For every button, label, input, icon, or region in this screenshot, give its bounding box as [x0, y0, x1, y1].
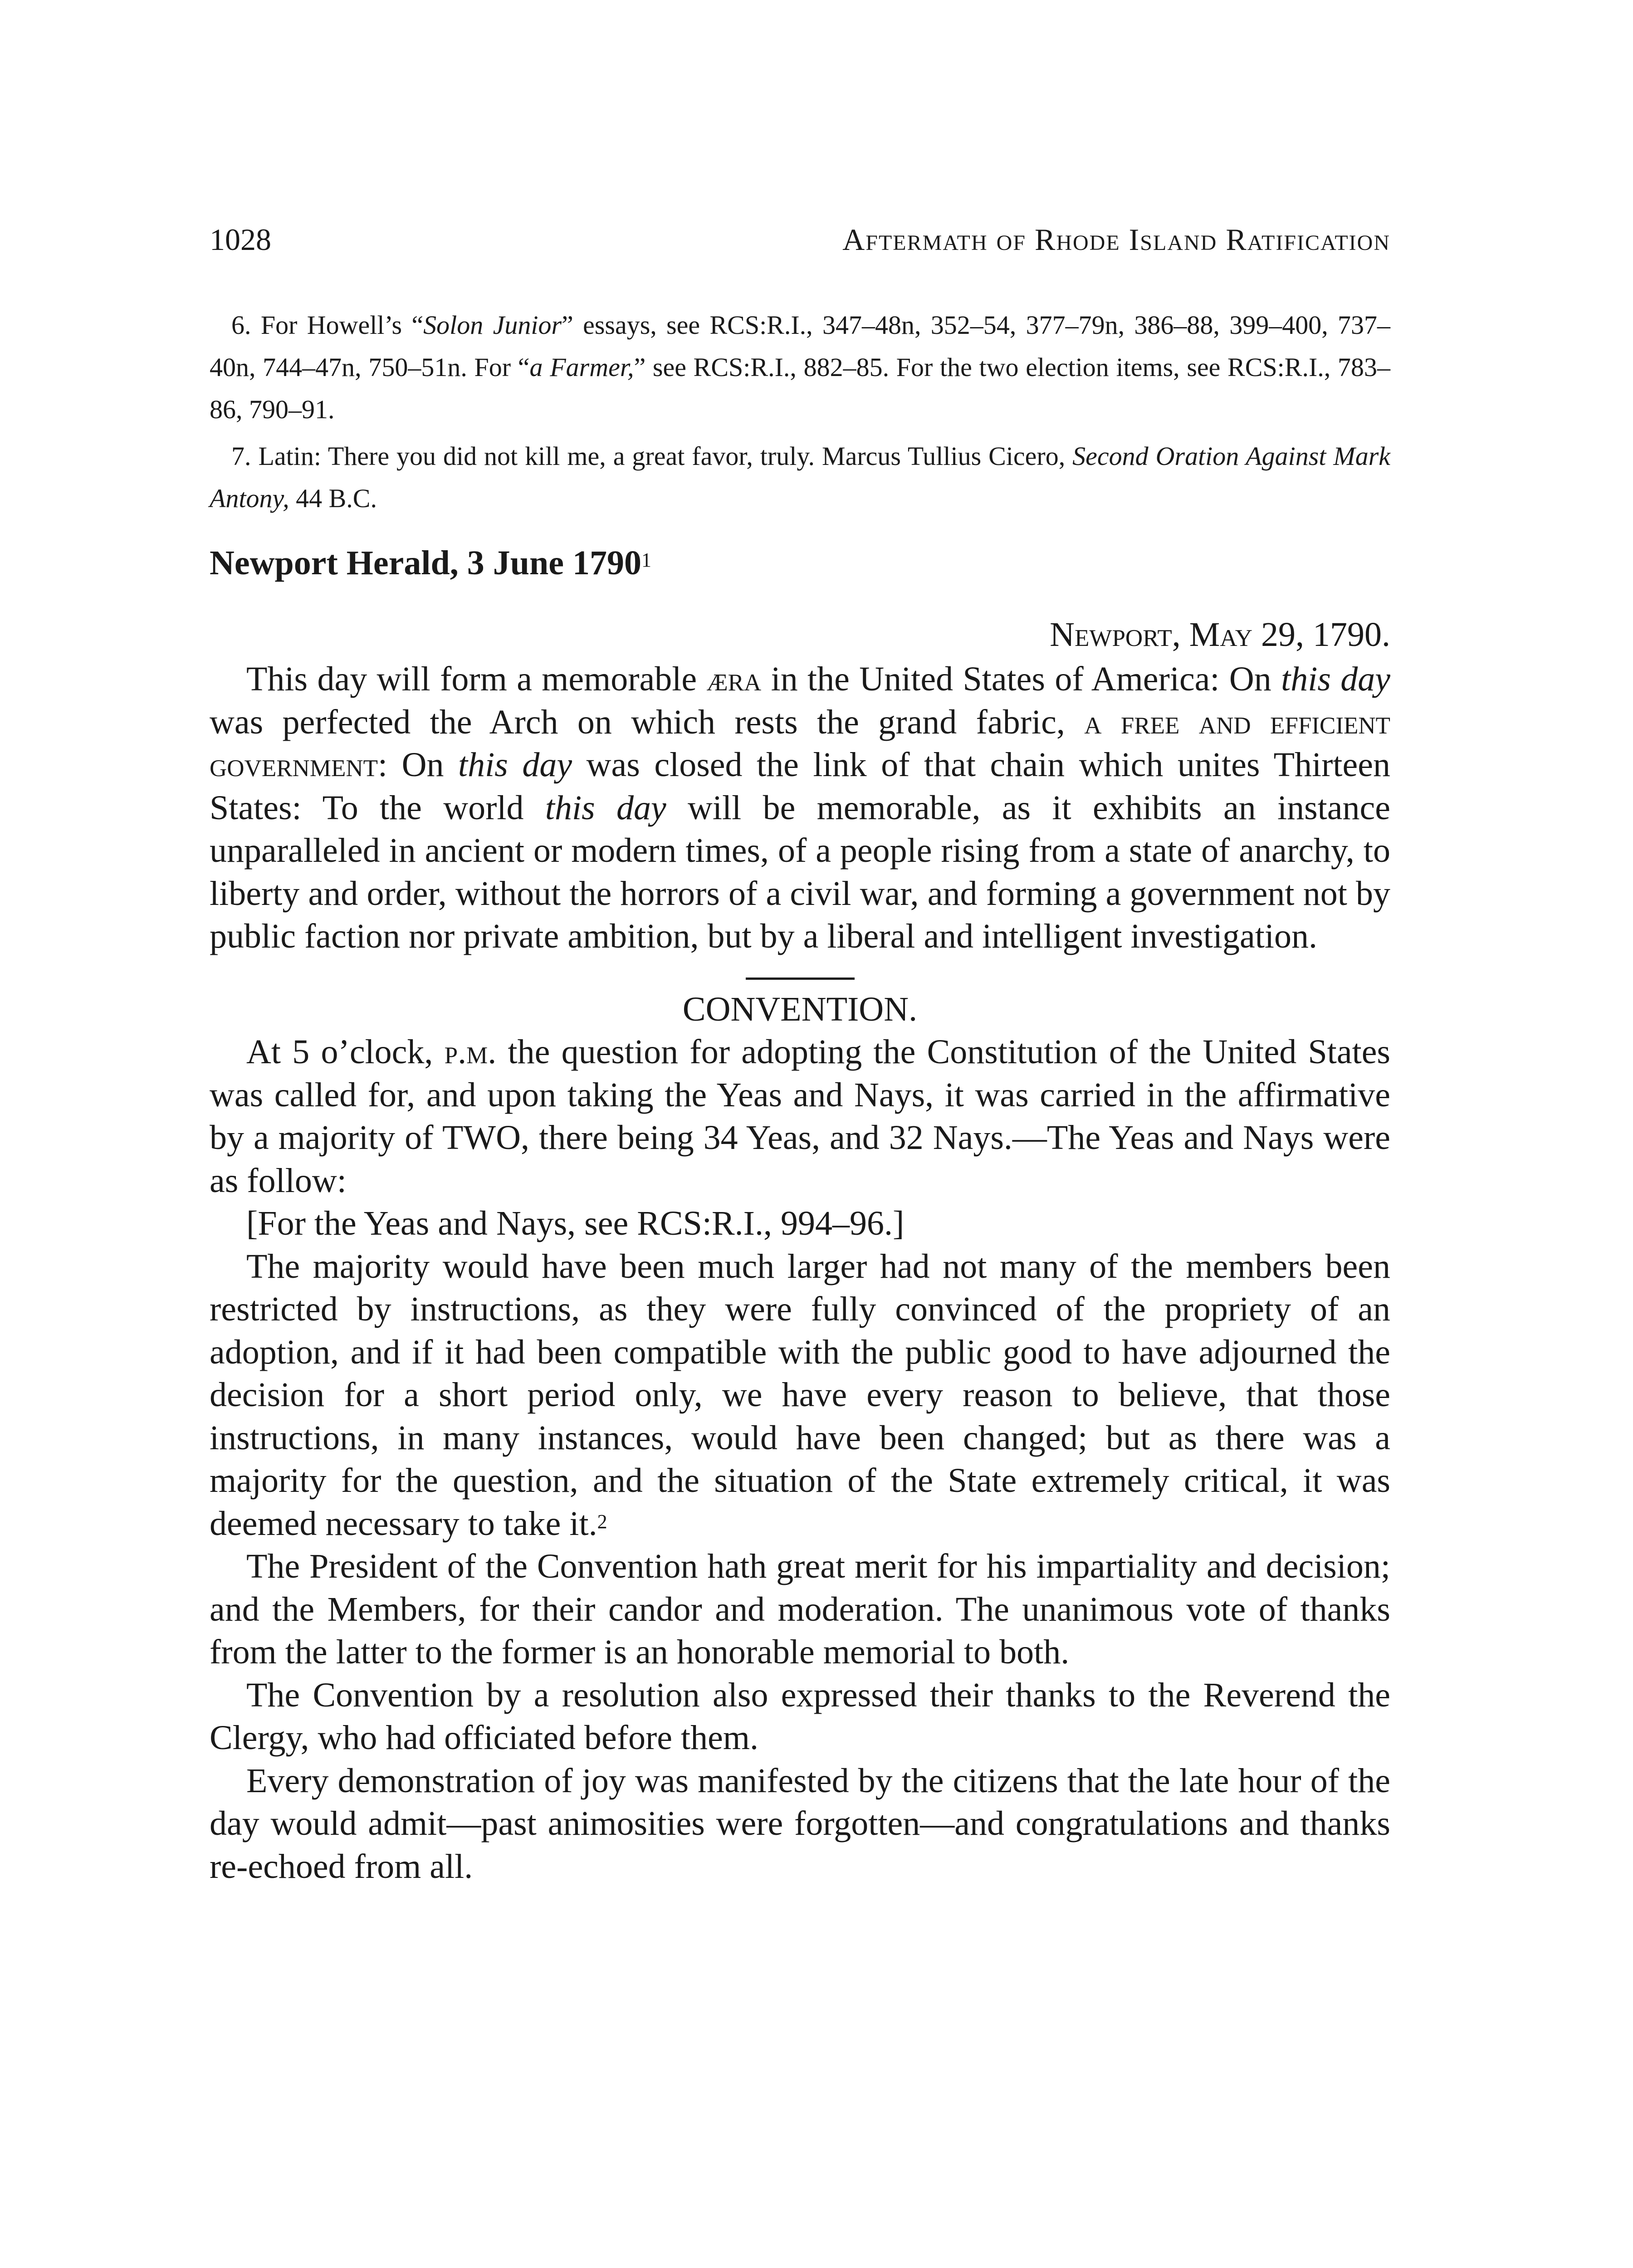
footnote-ref: 2	[597, 1510, 607, 1533]
footnote-7: 7. Latin: There you did not kill me, a great favor, truly. Marcus Tullius Cicero, Second Oration Against Mark Antony, 44 B.C.	[210, 441, 1391, 513]
paragraph: The majority would have been much larger had not many of the members been restricted by instructions, as they were fully convinced of the propriety of an adoption, and if it had been compatible with the public good to have adjourned the decision for a short period only, we have every reason to believe, that those instructions, in many instances, would have been changed; but as there was a majority for the question, and the situation of the State extremely critical, it was deemed necessary to take it.$^2$	[210, 1247, 1390, 1543]
footnotes	[210, 304, 1390, 519]
running-title: Aftermath of Rhode Island Ratification	[842, 222, 1390, 257]
footnote-ref: 1	[641, 549, 652, 571]
footnote-6: 6. For Howell’s “Solon Junior” essays, see RCS:R.I., 347–48n, 352–54, 377–79n, 386–88, 399–400, 737–40n, 744–47n, 750–51n. For “a Farmer,” see RCS:R.I., 882–85. For the two election items, see RCS:R.I., 783–86, 790–91.	[210, 310, 1391, 424]
paragraph: [For the Yeas and Nays, see RCS:R.I., 994–96.]	[246, 1204, 905, 1242]
section-heading: CONVENTION.	[682, 990, 918, 1028]
paragraph: The Convention by a resolution also expressed their thanks to the Reverend the Clergy, who had officiated before them.	[210, 1676, 1390, 1757]
paragraph: This day will form a memorable æra in the United States of America: On this day was perfected the Arch on which rests the grand fabric, a free and efficient government: On this day was closed the link of that chain which unites Thirteen States: To the world this day will be memorable, as it exhibits an instance unparalleled in ancient or modern times, of a people rising from a state of anarchy, to liberty and order, without the horrors of a civil war, and forming a government not by public faction nor private ambition, but by a liberal and intelligent investigation.	[210, 660, 1391, 955]
paragraph: Every demonstration of joy was manifested by the citizens that the late hour of the day would admit—past animosities were forgotten—and congratulations and thanks re-echoed from all.	[210, 1761, 1390, 1886]
dateline: Newport, May 29, 1790.	[1050, 616, 1390, 654]
page-number: 1028	[210, 222, 271, 257]
document-title: Newport Herald, 3 June 1790$^1$	[210, 544, 652, 582]
section-divider	[746, 978, 855, 980]
paragraph: At 5 o’clock, p.m. the question for adopting the Constitution of the United States was called for, and upon taking the Yeas and Nays, it was carried in the affirmative by a majority of TWO, there being 34 Yeas, and 32 Nays.—The Yeas and Nays were as follow:	[210, 1033, 1391, 1200]
paragraph: The President of the Convention hath great merit for his impartiality and decision; and the Members, for their candor and moderation. The unanimous vote of thanks from the latter to the former is an honorable memorial to both.	[210, 1547, 1390, 1671]
article-body	[210, 658, 1390, 1888]
